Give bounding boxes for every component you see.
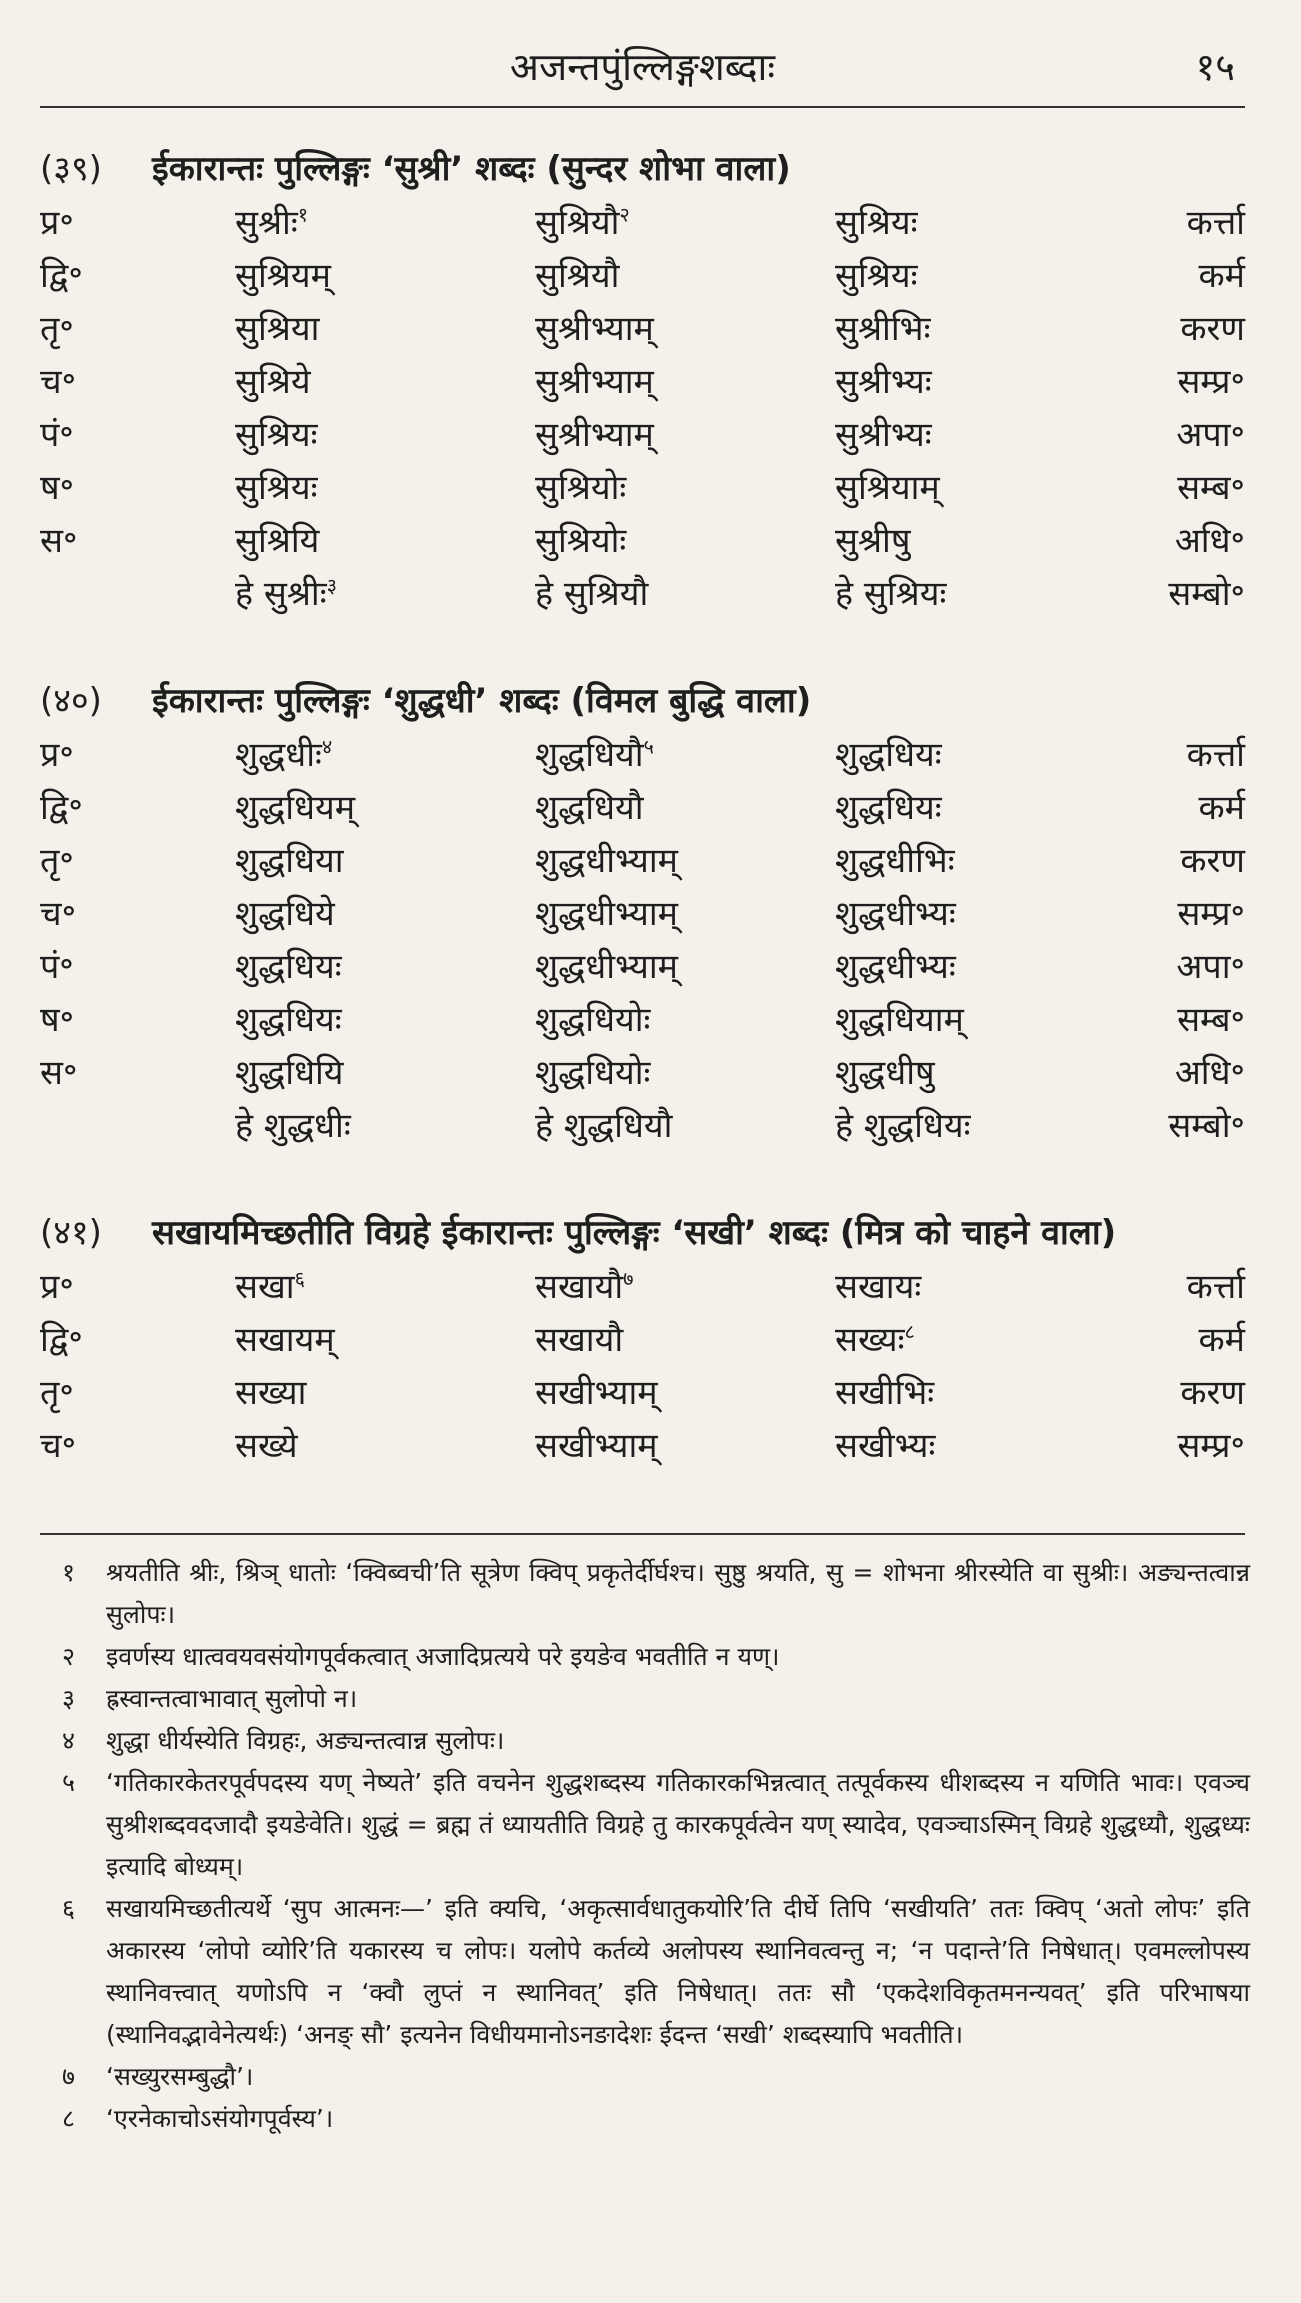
footnote-marker: २ [619,202,630,227]
case-label: द्वि॰ [40,256,83,296]
declension-row [40,300,1245,353]
footnote-number: ५ [62,1768,76,1797]
declension-row [40,194,1245,247]
singular-form: हे सुश्रीः$^३$ [235,573,337,614]
plural-form: शुद्धधीभ्यः [835,894,956,934]
case-role: सम्प्र॰ [1177,1426,1245,1466]
case-role: सम्ब॰ [1177,468,1245,508]
declension-row [40,247,1245,300]
dual-form: सुश्रीभ्याम् [535,415,654,455]
case-label: च॰ [40,894,77,934]
singular-form: सुश्रियि [235,521,320,561]
case-label: तृ॰ [40,1373,74,1413]
case-label: ष॰ [40,468,75,508]
singular-form: सुश्रीः$^१$ [235,202,309,243]
footnote-number: २ [62,1642,76,1671]
case-label: तृ॰ [40,309,74,349]
footnote-marker: ५ [643,734,654,759]
declension-row [40,406,1245,459]
section-number: (४१) [40,1213,102,1253]
dual-form: शुद्धधियौ$^५$ [535,734,654,775]
footnote-marker: ६ [294,1266,306,1291]
plural-form: शुद्धधियाम् [835,1000,964,1040]
dual-form: शुद्धधीभ्याम् [535,841,679,881]
singular-form: शुद्धधियः [235,947,342,987]
declension-row [40,726,1245,779]
plural-form: सख्यः$^८$ [835,1319,915,1360]
singular-form: शुद्धधियि [235,1053,344,1093]
case-role: अपा॰ [1176,415,1245,455]
footnote-text: ‘गतिकारकेतरपूर्वपदस्य यण् नेष्यते’ इति वचनेन शुद्धशब्दस्य गतिकारकभिन्नत्वात् तत्पूर्वकस्य धीशब्दस्य न यणिति भावः। एवञ्च सुश्रीशब्दवदजादौ इयङेवेति। शुद्धं = ब्रह्म तं ध्यायतीति विग्रहे तु कारकपूर्वत्वेन यण् स्यादेव, एवञ्चाऽस्मिन् विग्रहे शुद्धध्यौ, शुद्धध्यः इत्यादि बोध्यम्। [106,1768,1250,1881]
dual-form: सुश्रीभ्याम् [535,309,654,349]
dual-form: शुद्धधीभ्याम् [535,894,679,934]
declension-row [40,459,1245,512]
case-label: प्र॰ [40,735,74,775]
running-title: अजन्तपुंल्लिङ्गशब्दाः [509,45,776,89]
plural-form: शुद्धधीषु [835,1053,935,1093]
dual-form: सुश्रीभ्याम् [535,362,654,402]
case-role: अधि॰ [1174,1053,1245,1093]
footnote-number: ६ [62,1894,76,1923]
singular-form: सुश्रिया [235,309,320,349]
case-role: सम्प्र॰ [1177,894,1245,934]
singular-form: सुश्रियः [235,415,318,455]
case-label: च॰ [40,1426,77,1466]
case-role: सम्ब॰ [1177,1000,1245,1040]
dual-form: सुश्रियौ$^२$ [535,202,630,243]
declension-section [40,672,1245,1150]
case-label: द्वि॰ [40,1320,83,1360]
footnote-marker: १ [297,202,309,227]
footnote-marker: ४ [321,734,333,759]
plural-form: सुश्रीभ्यः [835,362,932,402]
case-label: च॰ [40,362,77,402]
footnote [62,1888,1250,2056]
case-label: द्वि॰ [40,788,83,828]
footnote-text: सखायमिच्छतीत्यर्थे ‘सुप आत्मनः—’ इति क्यचि, ‘अकृत्सार्वधातुकयोरि’ति दीर्घे तिपि ‘सखीयति’ ततः क्विप् ‘अतो लोपः’ इति अकारस्य ‘लोपो व्योरि’ति यकारस्य च लोपः। यलोपे कर्तव्ये अलोपस्य स्थानिवत्वन्तु न; ‘न पदान्ते’ति निषेधात्। एवमल्लोपस्य स्थानिवत्त्वात् यणोऽपि न ‘क्वौ लुप्तं न स्थानिवत्’ इति निषेधात्। ततः सौ ‘एकदेशविकृतमनन्यवत्’ इति परिभाषया (स्थानिवद्भावेनेत्यर्थः) ‘अनङ् सौ’ इत्यनेन विधीयमानोऽनङादेशः ईदन्त ‘सखी’ शब्दस्यापि भवतीति। [106,1894,1250,2049]
section-title: सखायमिच्छतीति विग्रहे ईकारान्तः पुल्लिङ्गः ‘सखी’ शब्दः (मित्र को चाहने वाला) [152,1213,1117,1253]
dual-form: सखीभ्याम् [535,1426,658,1466]
singular-form: सुश्रियः [235,468,318,508]
footnote-text: ‘सख्युरसम्बुद्धौ’। [106,2062,254,2091]
footnote-marker: ३ [326,573,337,598]
case-role: सम्प्र॰ [1177,362,1245,402]
declension-row [40,885,1245,938]
dual-form: हे शुद्धधियौ [535,1106,673,1146]
footnote [62,1636,1250,1678]
footnote [62,1552,1250,1636]
declension-row [40,779,1245,832]
plural-form: हे सुश्रियः [835,574,947,614]
footnote-text: ‘एरनेकाचोऽसंयोगपूर्वस्य’। [106,2104,334,2133]
declension-row [40,1044,1245,1097]
declension-row [40,1364,1245,1417]
case-role: कर्म [1198,1320,1245,1360]
singular-form: शुद्धधियम् [235,788,356,828]
footnote-number: ४ [62,1726,76,1755]
dual-form: हे सुश्रियौ [535,574,649,614]
declension-row [40,1311,1245,1364]
case-role: कर्त्ता [1186,735,1245,775]
footnote-rule [40,1533,1245,1535]
declension-row [40,1097,1245,1150]
footnote-marker: ७ [623,1266,634,1291]
plural-form: शुद्धधीभिः [835,841,955,881]
footnote-text: शुद्धा धीर्यस्येति विग्रहः, अङ्यन्तत्वान्न सुलोपः। [106,1726,505,1755]
declension-section [40,1204,1245,1470]
footnote-number: ७ [62,2062,76,2091]
case-role: अपा॰ [1176,947,1245,987]
section-number: (४०) [40,681,102,721]
case-role: अधि॰ [1174,521,1245,561]
case-role: सम्बो॰ [1168,574,1245,614]
footnotes [62,1552,1250,2140]
singular-form: सख्ये [235,1426,298,1466]
singular-form: शुद्धधिया [235,841,344,881]
plural-form: सखीभिः [835,1373,935,1413]
declension-row [40,1258,1245,1311]
section-title: ईकारान्तः पुल्लिङ्गः ‘सुश्री’ शब्दः (सुन्दर शोभा वाला) [152,149,791,189]
declension-row [40,353,1245,406]
footnote-number: ८ [62,2104,76,2133]
singular-form: सख्या [235,1373,307,1413]
section-title: ईकारान्तः पुल्लिङ्गः ‘शुद्धधी’ शब्दः (विमल बुद्धि वाला) [152,681,812,721]
footnote [62,1720,1250,1762]
case-role: करण [1180,1373,1245,1413]
singular-form: शुद्धधिये [235,894,335,934]
footnote-text: ह्रस्वान्तत्वाभावात् सुलोपो न। [106,1684,358,1713]
dual-form: शुद्धधियोः [535,1053,651,1093]
declension-row [40,565,1245,618]
dual-form: सखायौ$^७$ [535,1266,634,1307]
case-role: कर्त्ता [1186,1267,1245,1307]
declension-row [40,938,1245,991]
singular-form: सखा$^६$ [235,1266,306,1307]
plural-form: शुद्धधियः [835,788,942,828]
case-role: कर्म [1198,788,1245,828]
plural-form: शुद्धधियः [835,735,942,775]
case-label: प्र॰ [40,1267,74,1307]
singular-form: सुश्रिये [235,362,311,402]
case-label: पं॰ [40,947,74,987]
declension-row [40,991,1245,1044]
footnote-text: श्रयतीति श्रीः, श्रिञ् धातोः ‘क्विब्वची’ति सूत्रेण क्विप् प्रकृतेर्दीर्घश्च। सुष्ठु श्रयति, सु = शोभना श्रीरस्येति वा सुश्रीः। अङ्यन्तत्वान्न सुलोपः। [106,1558,1250,1629]
dual-form: सखीभ्याम् [535,1373,658,1413]
footnote [62,1762,1250,1888]
page-header [40,40,1245,110]
case-label: स॰ [40,521,78,561]
case-role: करण [1180,309,1245,349]
plural-form: हे शुद्धधियः [835,1106,971,1146]
header-rule [40,106,1245,108]
singular-form: सुश्रियम् [235,256,331,296]
section-heading [40,672,1245,726]
case-role: सम्बो॰ [1168,1106,1245,1146]
plural-form: सुश्रियः [835,256,918,296]
plural-form: सखीभ्यः [835,1426,936,1466]
section-heading [40,140,1245,194]
singular-form: शुद्धधियः [235,1000,342,1040]
case-role: कर्म [1198,256,1245,296]
case-label: ष॰ [40,1000,75,1040]
case-label: पं॰ [40,415,74,455]
case-role: कर्त्ता [1186,203,1245,243]
footnote-number: १ [62,1558,76,1587]
dual-form: सुश्रियौ [535,256,620,296]
footnote-marker: ८ [904,1319,915,1344]
declension-section [40,140,1245,618]
dual-form: शुद्धधियौ [535,788,644,828]
section-heading [40,1204,1245,1258]
case-label: प्र॰ [40,203,74,243]
declension-row [40,1417,1245,1470]
singular-form: सखायम् [235,1320,335,1360]
declension-row [40,832,1245,885]
case-role: करण [1180,841,1245,881]
dual-form: सखायौ [535,1320,624,1360]
plural-form: सुश्रियः [835,203,918,243]
case-label: तृ॰ [40,841,74,881]
dual-form: सुश्रियोः [535,521,627,561]
plural-form: शुद्धधीभ्यः [835,947,956,987]
dual-form: सुश्रियोः [535,468,627,508]
footnote-number: ३ [62,1684,76,1713]
declension-row [40,512,1245,565]
singular-form: शुद्धधीः$^४$ [235,734,333,775]
footnote [62,2056,1250,2098]
footnote-text: इवर्णस्य धात्ववयवसंयोगपूर्वकत्वात् अजादिप्रत्यये परे इयङेव भवतीति न यण्। [106,1642,780,1671]
section-number: (३९) [40,149,102,189]
footnote [62,2098,1250,2140]
footnote [62,1678,1250,1720]
plural-form: सखायः [835,1267,922,1307]
plural-form: सुश्रियाम् [835,468,940,508]
singular-form: हे शुद्धधीः [235,1106,351,1146]
plural-form: सुश्रीभिः [835,309,931,349]
dual-form: शुद्धधियोः [535,1000,651,1040]
case-label: स॰ [40,1053,78,1093]
plural-form: सुश्रीभ्यः [835,415,932,455]
page-number: १५ [1195,45,1235,89]
dual-form: शुद्धधीभ्याम् [535,947,679,987]
plural-form: सुश्रीषु [835,521,911,561]
